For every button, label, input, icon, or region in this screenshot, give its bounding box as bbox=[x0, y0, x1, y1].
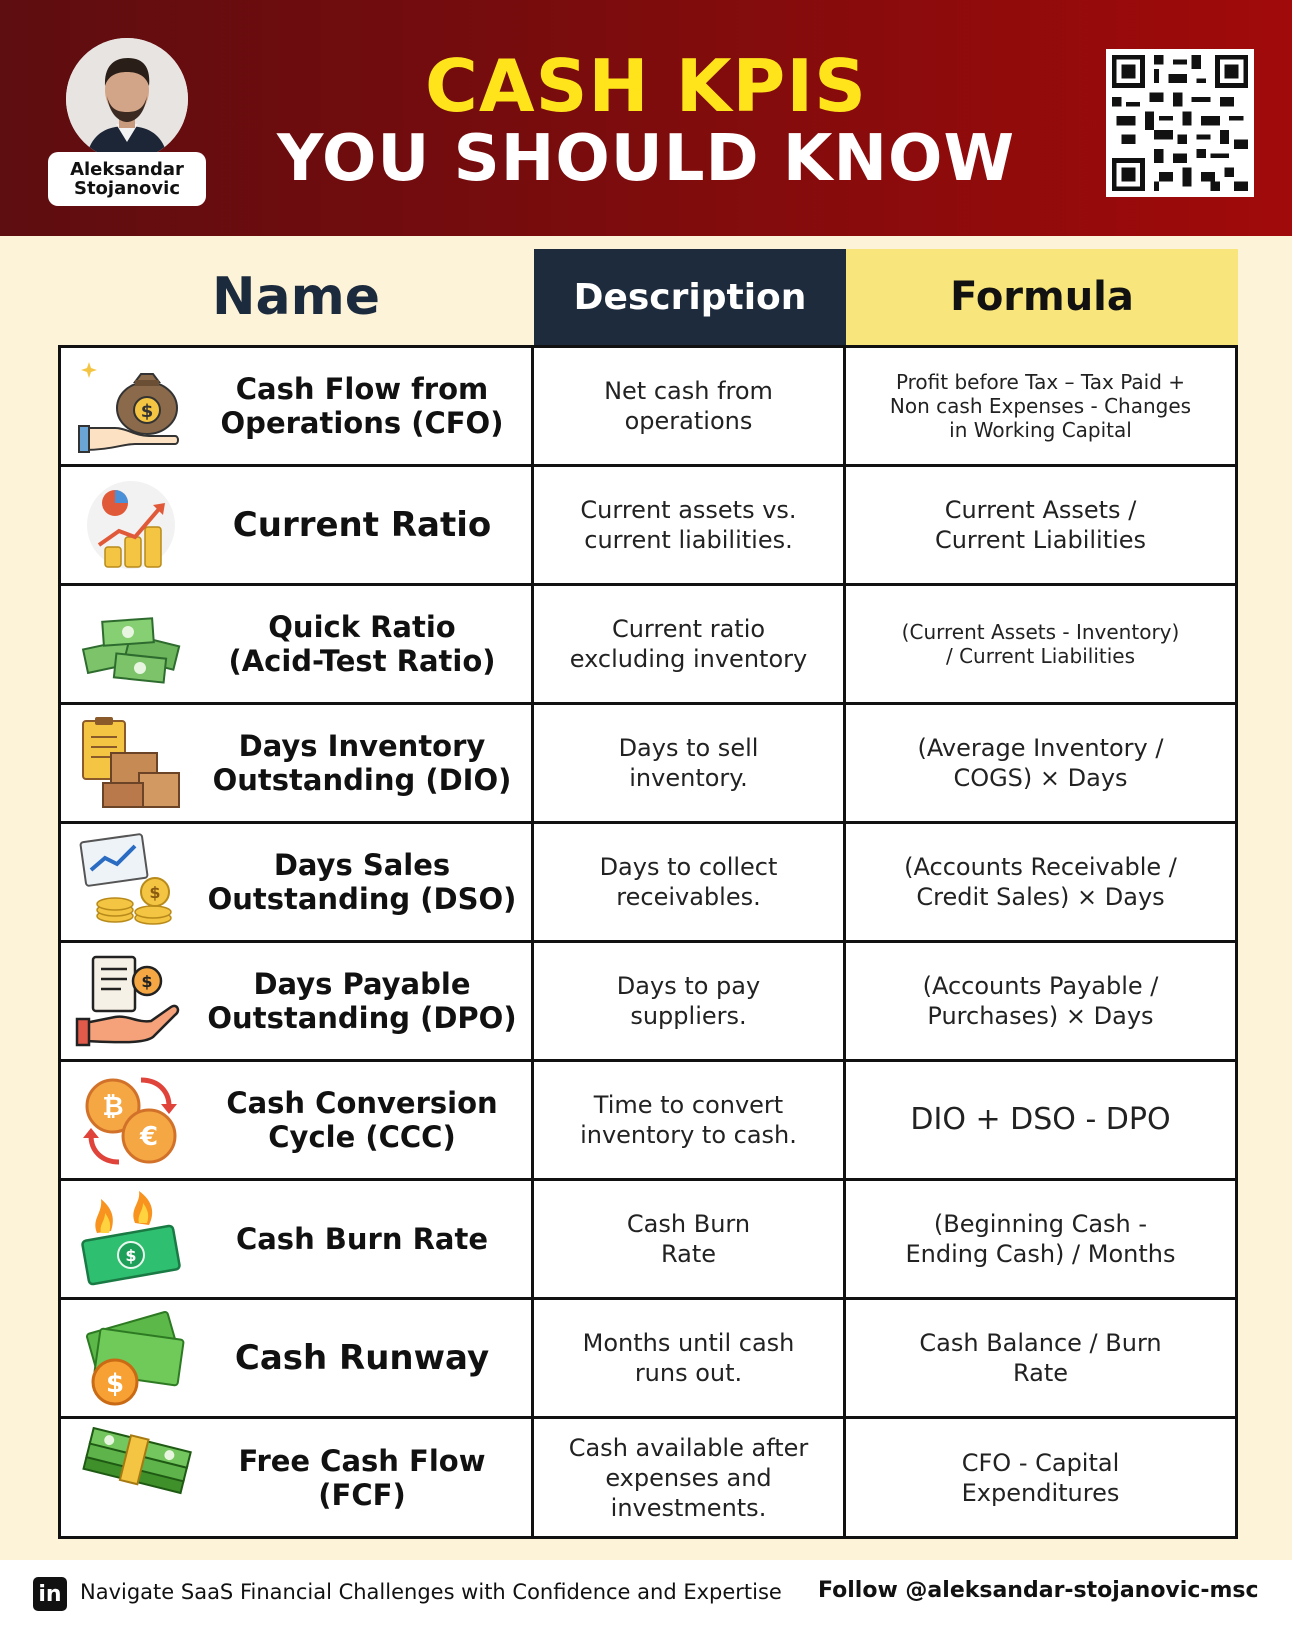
kpi-description: Cash Burn Rate bbox=[534, 1181, 846, 1297]
table-row bbox=[61, 586, 1235, 705]
kpi-name-cell bbox=[61, 1181, 534, 1297]
column-header-description: Description bbox=[534, 249, 846, 345]
linkedin-icon[interactable]: in bbox=[33, 1577, 67, 1611]
kpi-formula: (Beginning Cash - Ending Cash) / Months bbox=[905, 1210, 1176, 1268]
svg-text:$: $ bbox=[149, 883, 161, 902]
inventory-boxes-icon bbox=[75, 713, 193, 813]
kpi-description: Days to sell inventory. bbox=[534, 705, 846, 821]
kpi-description: Net cash from operations bbox=[534, 348, 846, 464]
kpi-description: Current ratio excluding inventory bbox=[534, 586, 846, 702]
invoice-payment-hand-icon bbox=[75, 951, 193, 1051]
coins-growth-chart-icon bbox=[75, 475, 193, 575]
cash-bundle-icon bbox=[75, 1427, 193, 1527]
table-row bbox=[61, 1300, 1235, 1419]
kpi-description: Time to convert inventory to cash. bbox=[534, 1062, 846, 1178]
table-row bbox=[61, 348, 1235, 467]
kpi-name: Cash Runway bbox=[234, 1338, 490, 1378]
currency-exchange-icon bbox=[75, 1070, 193, 1170]
kpi-description: Months until cash runs out. bbox=[534, 1300, 846, 1416]
kpi-description: Days to pay suppliers. bbox=[534, 943, 846, 1059]
column-header-name: Name bbox=[211, 267, 381, 327]
svg-text:$: $ bbox=[140, 401, 154, 422]
kpi-name: Current Ratio bbox=[232, 505, 492, 545]
title-line-2: YOU SHOULD KNOW bbox=[276, 122, 1016, 196]
kpi-name-cell bbox=[61, 824, 534, 940]
kpi-name: Cash Flow from Operations (CFO) bbox=[220, 372, 504, 440]
kpi-name: Cash Burn Rate bbox=[235, 1222, 489, 1256]
kpi-name-cell bbox=[61, 943, 534, 1059]
kpi-description: Cash available after expenses and investments. bbox=[534, 1419, 846, 1536]
footer-tagline: Navigate SaaS Financial Challenges with Confidence and Expertise bbox=[80, 1580, 782, 1604]
kpi-name-cell bbox=[61, 1419, 534, 1536]
header-banner bbox=[0, 0, 1292, 236]
kpi-formula: DIO + DSO - DPO bbox=[910, 1102, 1171, 1137]
qr-code-graphic bbox=[1112, 55, 1248, 191]
kpi-name: Days Inventory Outstanding (DIO) bbox=[212, 729, 512, 797]
table-row bbox=[61, 1419, 1235, 1536]
svg-text:$: $ bbox=[141, 972, 153, 991]
kpi-name-cell bbox=[61, 1300, 534, 1416]
table-row bbox=[61, 467, 1235, 586]
kpi-name-cell bbox=[61, 348, 534, 464]
sales-chart-coins-icon bbox=[75, 832, 193, 932]
kpi-name: Quick Ratio (Acid-Test Ratio) bbox=[228, 610, 496, 678]
kpi-description: Days to collect receivables. bbox=[534, 824, 846, 940]
kpi-formula: (Accounts Payable / Purchases) × Days bbox=[922, 972, 1159, 1030]
kpi-formula: CFO - Capital Expenditures bbox=[961, 1448, 1120, 1507]
author-first-name: Aleksandar bbox=[70, 159, 184, 180]
kpi-formula: Cash Balance / Burn Rate bbox=[919, 1329, 1162, 1387]
kpi-formula: Profit before Tax – Tax Paid + Non cash Expenses - Changes in Working Capital bbox=[889, 370, 1192, 442]
kpi-name-cell bbox=[61, 586, 534, 702]
column-header-formula: Formula bbox=[846, 249, 1238, 345]
svg-text:$: $ bbox=[125, 1246, 137, 1265]
burning-cash-icon bbox=[75, 1189, 193, 1289]
cash-coin-icon bbox=[75, 1308, 193, 1408]
table-row bbox=[61, 705, 1235, 824]
svg-text:€: € bbox=[139, 1122, 159, 1152]
kpi-name: Days Payable Outstanding (DPO) bbox=[207, 967, 517, 1035]
table-row bbox=[61, 1181, 1235, 1300]
svg-text:₿: ₿ bbox=[102, 1092, 124, 1122]
kpi-name: Days Sales Outstanding (DSO) bbox=[207, 848, 517, 916]
money-bag-hand-icon bbox=[75, 356, 193, 456]
kpi-description: Current assets vs. current liabilities. bbox=[534, 467, 846, 583]
kpi-formula: (Average Inventory / COGS) × Days bbox=[917, 734, 1164, 792]
svg-text:$: $ bbox=[105, 1369, 125, 1399]
author-last-name: Stojanovic bbox=[73, 178, 180, 199]
table-row bbox=[61, 1062, 1235, 1181]
kpi-name-cell bbox=[61, 705, 534, 821]
title-line-1: CASH KPIS bbox=[425, 44, 867, 128]
kpi-formula: (Current Assets - Inventory) / Current Liabilities bbox=[901, 620, 1180, 668]
table-row bbox=[61, 943, 1235, 1062]
kpi-name: Cash Conversion Cycle (CCC) bbox=[226, 1086, 498, 1154]
kpi-formula: (Accounts Receivable / Credit Sales) × Days bbox=[904, 853, 1177, 911]
table-row bbox=[61, 824, 1235, 943]
qr-code-icon[interactable] bbox=[1106, 49, 1254, 197]
kpi-name: Free Cash Flow (FCF) bbox=[238, 1443, 486, 1512]
kpi-name-cell bbox=[61, 1062, 534, 1178]
banknote-pile-icon bbox=[75, 594, 193, 694]
follow-link[interactable]: Follow @aleksandar-stojanovic-msc bbox=[818, 1578, 1259, 1603]
footer-bar bbox=[0, 1560, 1292, 1625]
kpi-table bbox=[58, 345, 1238, 1539]
kpi-name-cell bbox=[61, 467, 534, 583]
kpi-formula: Current Assets / Current Liabilities bbox=[934, 496, 1147, 554]
